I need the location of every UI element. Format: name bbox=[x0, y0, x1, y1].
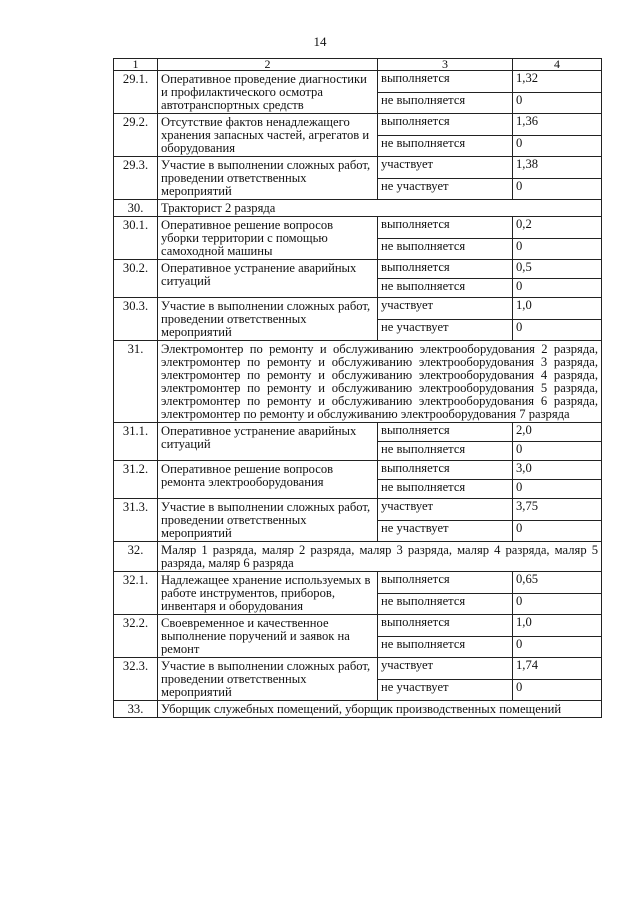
criterion-text: Участие в выполнении сложных работ, проведении ответственных мероприятий bbox=[158, 298, 378, 341]
coefficient-zero: 0 bbox=[513, 480, 602, 499]
condition-met: выполняется bbox=[378, 423, 513, 442]
section-title: Тракторист 2 разряда bbox=[158, 200, 602, 217]
criteria-table bbox=[113, 58, 602, 718]
criterion-number: 32.2. bbox=[114, 615, 158, 658]
coefficient-zero: 0 bbox=[513, 178, 602, 200]
coefficient-zero: 0 bbox=[513, 319, 602, 341]
criterion-text: Оперативное проведение диагностики и профилактического осмотра автотранспортных средств bbox=[158, 71, 378, 114]
condition-not-met: не участвует bbox=[378, 520, 513, 542]
condition-not-met: не участвует bbox=[378, 679, 513, 701]
criterion-number: 32.3. bbox=[114, 658, 158, 701]
condition-not-met: не участвует bbox=[378, 319, 513, 341]
condition-met: участвует bbox=[378, 499, 513, 521]
condition-not-met: не выполняется bbox=[378, 238, 513, 260]
criterion-text: Надлежащее хранение используемых в работе инструментов, приборов, инвентаря и оборудования bbox=[158, 572, 378, 615]
coefficient-value: 1,36 bbox=[513, 114, 602, 136]
section-number: 32. bbox=[114, 542, 158, 572]
section-title: Маляр 1 разряда, маляр 2 разряда, маляр 3 разряда, маляр 4 разряда, маляр 5 разряда, маляр 6 разряда bbox=[158, 542, 602, 572]
coefficient-value: 1,32 bbox=[513, 71, 602, 93]
criterion-row bbox=[114, 114, 602, 136]
section-title: Электромонтер по ремонту и обслуживанию электрооборудования 2 разряда, электромонтер по ремонту и обслуживанию электрооборудования 3 разряда, электромонтер по ремонту и обслуживанию электрооборудования 4 разряда, электромонтер по ремонту и обслуживанию электрооборудования 5 разряда, электромонтер по ремонту и обслуживанию электрооборудования 6 разряда, электромонтер по ремонту и обслуживанию электрооборудования 7 разряда bbox=[158, 341, 602, 423]
criterion-row bbox=[114, 572, 602, 594]
criterion-text: Оперативное решение вопросов уборки территории с помощью самоходной машины bbox=[158, 217, 378, 260]
coefficient-zero: 0 bbox=[513, 520, 602, 542]
condition-met: выполняется bbox=[378, 572, 513, 594]
criterion-text: Оперативное устранение аварийных ситуаций bbox=[158, 260, 378, 298]
criterion-number: 31.3. bbox=[114, 499, 158, 542]
condition-met: участвует bbox=[378, 298, 513, 320]
criterion-number: 32.1. bbox=[114, 572, 158, 615]
page-number: 14 bbox=[313, 34, 327, 49]
coefficient-zero: 0 bbox=[513, 679, 602, 701]
criterion-text: Участие в выполнении сложных работ, проведении ответственных мероприятий bbox=[158, 157, 378, 200]
criterion-row bbox=[114, 499, 602, 521]
condition-not-met: не выполняется bbox=[378, 92, 513, 114]
criterion-row bbox=[114, 615, 602, 637]
section-row bbox=[114, 200, 602, 217]
condition-met: участвует bbox=[378, 157, 513, 179]
condition-not-met: не выполняется bbox=[378, 442, 513, 461]
criterion-row bbox=[114, 298, 602, 320]
table-header-row bbox=[114, 59, 602, 71]
criterion-row bbox=[114, 217, 602, 239]
condition-not-met: не выполняется bbox=[378, 593, 513, 615]
criterion-number: 31.1. bbox=[114, 423, 158, 461]
coefficient-value: 0,5 bbox=[513, 260, 602, 279]
section-number: 30. bbox=[114, 200, 158, 217]
coefficient-value: 1,38 bbox=[513, 157, 602, 179]
criterion-number: 30.2. bbox=[114, 260, 158, 298]
criterion-row bbox=[114, 658, 602, 680]
coefficient-zero: 0 bbox=[513, 238, 602, 260]
coefficient-value: 1,74 bbox=[513, 658, 602, 680]
coefficient-zero: 0 bbox=[513, 593, 602, 615]
column-header: 2 bbox=[158, 59, 378, 71]
coefficient-value: 1,0 bbox=[513, 298, 602, 320]
coefficient-zero: 0 bbox=[513, 92, 602, 114]
condition-met: выполняется bbox=[378, 114, 513, 136]
coefficient-zero: 0 bbox=[513, 135, 602, 157]
criterion-row bbox=[114, 157, 602, 179]
criterion-text: Своевременное и качественное выполнение поручений и заявок на ремонт bbox=[158, 615, 378, 658]
coefficient-value: 3,0 bbox=[513, 461, 602, 480]
section-row bbox=[114, 341, 602, 423]
condition-met: выполняется bbox=[378, 461, 513, 480]
criterion-text: Отсутствие фактов ненадлежащего хранения запасных частей, агрегатов и оборудования bbox=[158, 114, 378, 157]
condition-not-met: не выполняется bbox=[378, 279, 513, 298]
criterion-text: Оперативное решение вопросов ремонта электрооборудования bbox=[158, 461, 378, 499]
section-row bbox=[114, 542, 602, 572]
condition-met: выполняется bbox=[378, 615, 513, 637]
section-row bbox=[114, 701, 602, 718]
criterion-text: Участие в выполнении сложных работ, проведении ответственных мероприятий bbox=[158, 499, 378, 542]
coefficient-value: 0,2 bbox=[513, 217, 602, 239]
condition-not-met: не выполняется bbox=[378, 636, 513, 658]
criterion-row bbox=[114, 423, 602, 442]
criterion-row bbox=[114, 461, 602, 480]
criterion-text: Участие в выполнении сложных работ, проведении ответственных мероприятий bbox=[158, 658, 378, 701]
condition-met: выполняется bbox=[378, 260, 513, 279]
section-number: 31. bbox=[114, 341, 158, 423]
criterion-number: 31.2. bbox=[114, 461, 158, 499]
condition-met: выполняется bbox=[378, 71, 513, 93]
criterion-number: 30.3. bbox=[114, 298, 158, 341]
criterion-row bbox=[114, 71, 602, 93]
coefficient-value: 1,0 bbox=[513, 615, 602, 637]
condition-met: выполняется bbox=[378, 217, 513, 239]
column-header: 4 bbox=[513, 59, 602, 71]
criterion-number: 30.1. bbox=[114, 217, 158, 260]
coefficient-value: 2,0 bbox=[513, 423, 602, 442]
coefficient-value: 3,75 bbox=[513, 499, 602, 521]
criterion-text: Оперативное устранение аварийных ситуаций bbox=[158, 423, 378, 461]
coefficient-value: 0,65 bbox=[513, 572, 602, 594]
criterion-number: 29.2. bbox=[114, 114, 158, 157]
condition-not-met: не выполняется bbox=[378, 480, 513, 499]
section-number: 33. bbox=[114, 701, 158, 718]
condition-not-met: не выполняется bbox=[378, 135, 513, 157]
column-header: 1 bbox=[114, 59, 158, 71]
coefficient-zero: 0 bbox=[513, 442, 602, 461]
criterion-number: 29.1. bbox=[114, 71, 158, 114]
section-title: Уборщик служебных помещений, уборщик производственных помещений bbox=[158, 701, 602, 718]
coefficient-zero: 0 bbox=[513, 279, 602, 298]
criterion-number: 29.3. bbox=[114, 157, 158, 200]
criterion-row bbox=[114, 260, 602, 279]
column-header: 3 bbox=[378, 59, 513, 71]
coefficient-zero: 0 bbox=[513, 636, 602, 658]
condition-not-met: не участвует bbox=[378, 178, 513, 200]
condition-met: участвует bbox=[378, 658, 513, 680]
